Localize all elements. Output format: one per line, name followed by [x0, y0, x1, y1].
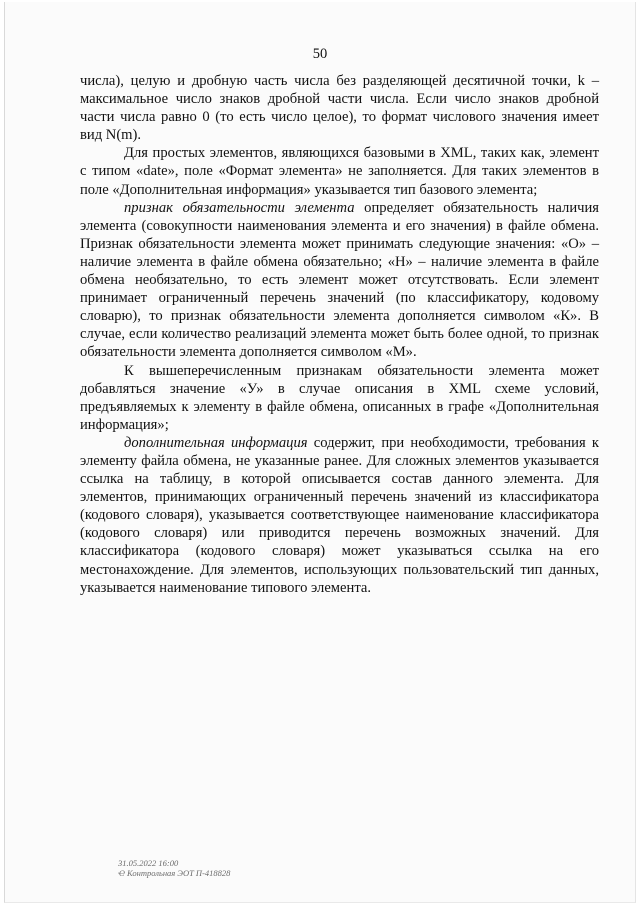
paragraph-4	[80, 362, 599, 434]
stamp-registration-number: Ҽ Контрольная ЭОТ П-418828	[118, 868, 231, 878]
registration-stamp	[118, 858, 230, 878]
paragraph-3	[80, 199, 599, 362]
paragraph-4-text: К вышеперечисленным признакам обязательности элемента может добавляться значение «У» в случае описания в XML схеме условий, предъявляемых к элементу в файле обмена, описанных в графе «Дополнительная информация»;	[80, 362, 599, 433]
paragraph-5-text: содержит, при необходимости, требования к элементу файла обмена, не указанные ранее. Для сложных элементов указывается ссылка на таблицу, в которой описывается состав данного элемента. Для элементов, принимающих ограниченный перечень значений из классификатора (кодового словаря), указывается соответствующее наименование классификатора (кодового словаря) или приводится перечень возможных значений. Для классификатора (кодового словаря) может указываться ссылка на его местонахождение. Для элементов, использующих пользовательский тип данных, указывается наименование типового элемента.	[80, 434, 599, 596]
paragraph-3-term: признак обязательности элемента	[124, 199, 355, 216]
page-number: 50	[312, 46, 328, 62]
paragraph-2-text: Для простых элементов, являющихся базовыми в XML, таких как, элемент с типом «date», поле «Формат элемента» не заполняется. Для таких элементов в поле «Дополнительная информация» указывается тип базового элемента;	[80, 145, 599, 198]
document-page	[4, 2, 636, 903]
paragraph-5-term: дополнительная информация	[124, 434, 308, 451]
paragraph-3-text: определяет обязательность наличия элемента (совокупности наименования элемента и его значения) в файле обмена. Признак обязательности элемента может принимать следующие значения: «О» – наличие элемента в файле обмена обязательно; «Н» – наличие элемента в файле обмена необязательно, то есть элемент может отсутствовать. Если элемент принимает ограниченный перечень значений (по классификатору, кодовому словарю), то признак обязательности элемента дополняется символом «К». В случае, если количество реализаций элемента может быть более одной, то признак обязательности элемента дополняется символом «М».	[80, 199, 599, 361]
paragraph-1-text: числа), целую и дробную часть числа без разделяющей десятичной точки, k – максимальное число знаков дробной части числа. Если число знаков дробной части числа равно 0 (то есть число целое), то формат числового значения имеет вид N(m).	[80, 73, 599, 144]
stamp-datetime: 31.05.2022 16:00	[118, 858, 179, 868]
body-text	[80, 72, 599, 597]
paragraph-2	[80, 144, 599, 198]
paragraph-1	[80, 72, 599, 144]
paragraph-5	[80, 434, 599, 597]
